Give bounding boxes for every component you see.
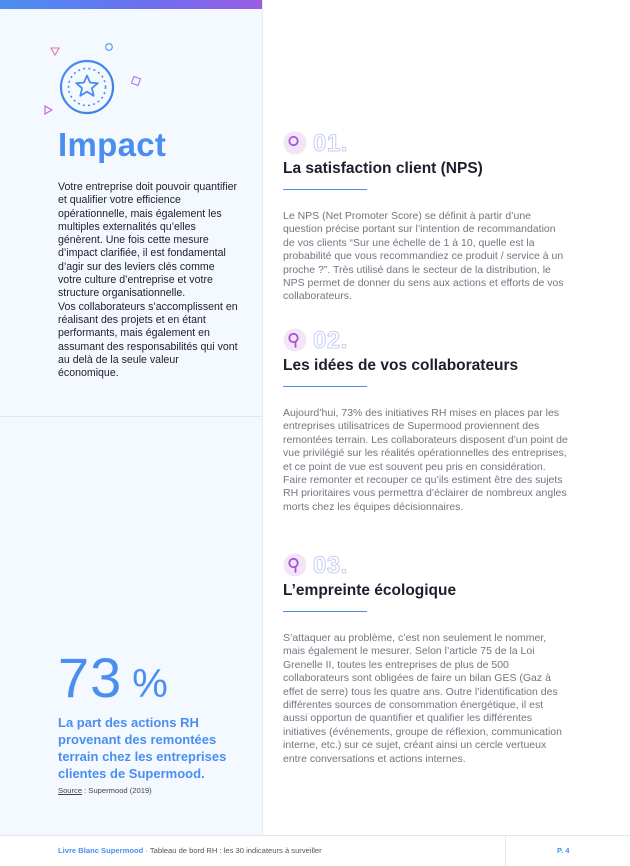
footer-subtitle: · Tableau de bord RH : les 30 indicateurs à surveiller [143, 846, 322, 855]
footer-separator [505, 835, 506, 866]
intro-text [58, 181, 238, 380]
section-underline [283, 611, 367, 612]
section-header [283, 553, 568, 579]
left-panel-divider [0, 416, 262, 417]
section-header [283, 131, 568, 157]
page-title: Impact [58, 126, 167, 163]
top-gradient-bar [0, 0, 262, 9]
statistic-unit: % [132, 662, 169, 706]
intro-paragraph: Vos collaborateurs s’accomplissent en réalisant des projets et en étant performants, mais également en assumant des responsabilités qui vont au delà de la seule valeur économique. [58, 300, 238, 380]
section-title: Les idées de vos collaborateurs [283, 357, 519, 374]
section-ecological-footprint [283, 553, 568, 768]
column-divider [262, 0, 263, 835]
star-badge-icon [58, 58, 116, 116]
section-header [283, 328, 568, 354]
triangle-decoration-icon [50, 46, 60, 56]
circle-decoration-icon [104, 42, 114, 52]
key-statistic [58, 646, 169, 716]
source-label: Source [58, 786, 83, 795]
statistic-value: 73 [58, 646, 123, 709]
section-number: 01. [313, 130, 348, 157]
section-body: S’attaquer au problème, c’est non seulement le nommer, mais également le mesurer. Selon l’article 75 de la Loi Grenelle II, toutes les entreprises de plus de 500 collaborateurs sont obligées de faire un bilan GES (Gaz à effet de serre) tous les quatre ans. Outre l’identification des différentes sources de consommation énergétique, il est aussi opportun de quantifier et qualifier les différentes initiatives (événements, groupe de réflexion, communication interne, etc.) sur ce sujet, créant ainsi un cercle vertueux entre conversations et actions internes. [283, 632, 562, 765]
source-note [58, 786, 152, 795]
section-body: Le NPS (Net Promoter Score) se définit à partir d’une question précise portant sur l’intention de recommandation de vos clients “Sur une échelle de 1 à 10, quelle est la probabilité que vous recommandiez ce produit / service à un proche ?”. Très utilisé dans le secteur de la distribution, le NPS permet de donner du sens aux actions et efforts de vos collaborateurs. [283, 210, 564, 303]
section-body: Aujourd’hui, 73% des initiatives RH mises en places par les entreprises utilisatrices de Supermood proviennent des remontées terrain. Les collaborateurs disposent d’un point de vue privilégié sur les réalités opérationnelles des entreprises, et ce point de vue est souvent peu pris en considération. Faire remonter et recouper ce qu’ils estiment être des sujets RH prioritaires vous permettra d’éclairer de nombreux angles morts chez les équipes décisionnaires. [283, 407, 568, 513]
footer-brand: Livre Blanc Supermood [58, 846, 144, 855]
section-employee-ideas [283, 328, 568, 528]
section-underline [283, 189, 367, 190]
magnifier-icon [283, 131, 307, 155]
footer-divider [0, 835, 630, 836]
magnifier-icon [283, 328, 307, 352]
section-title: L’empreinte écologique [283, 582, 457, 599]
square-decoration-icon [130, 75, 142, 87]
section-number: 03. [313, 552, 348, 579]
statistic-caption: La part des actions RH provenant des remontées terrain chez les entreprises clientes de Supermood. [58, 715, 227, 781]
source-text: : Supermood (2019) [82, 786, 152, 795]
section-number: 02. [313, 327, 348, 354]
intro-paragraph: Votre entreprise doit pouvoir quantifier et qualifier votre efficience opérationnelle, mais également les multiples externalités qu’elles génèrent. Une fois cette mesure d’impact clarifiée, il est fondamental d’agir sur des leviers clés comme votre culture d’entreprise et votre structure organisationnelle. [58, 181, 238, 300]
section-nps [283, 131, 568, 306]
footer-title [58, 846, 322, 855]
section-underline [283, 386, 367, 387]
page-number: P. 4 [557, 846, 570, 855]
section-title: La satisfaction client (NPS) [283, 160, 483, 177]
triangle-decoration-icon [43, 105, 53, 115]
magnifier-icon [283, 553, 307, 577]
